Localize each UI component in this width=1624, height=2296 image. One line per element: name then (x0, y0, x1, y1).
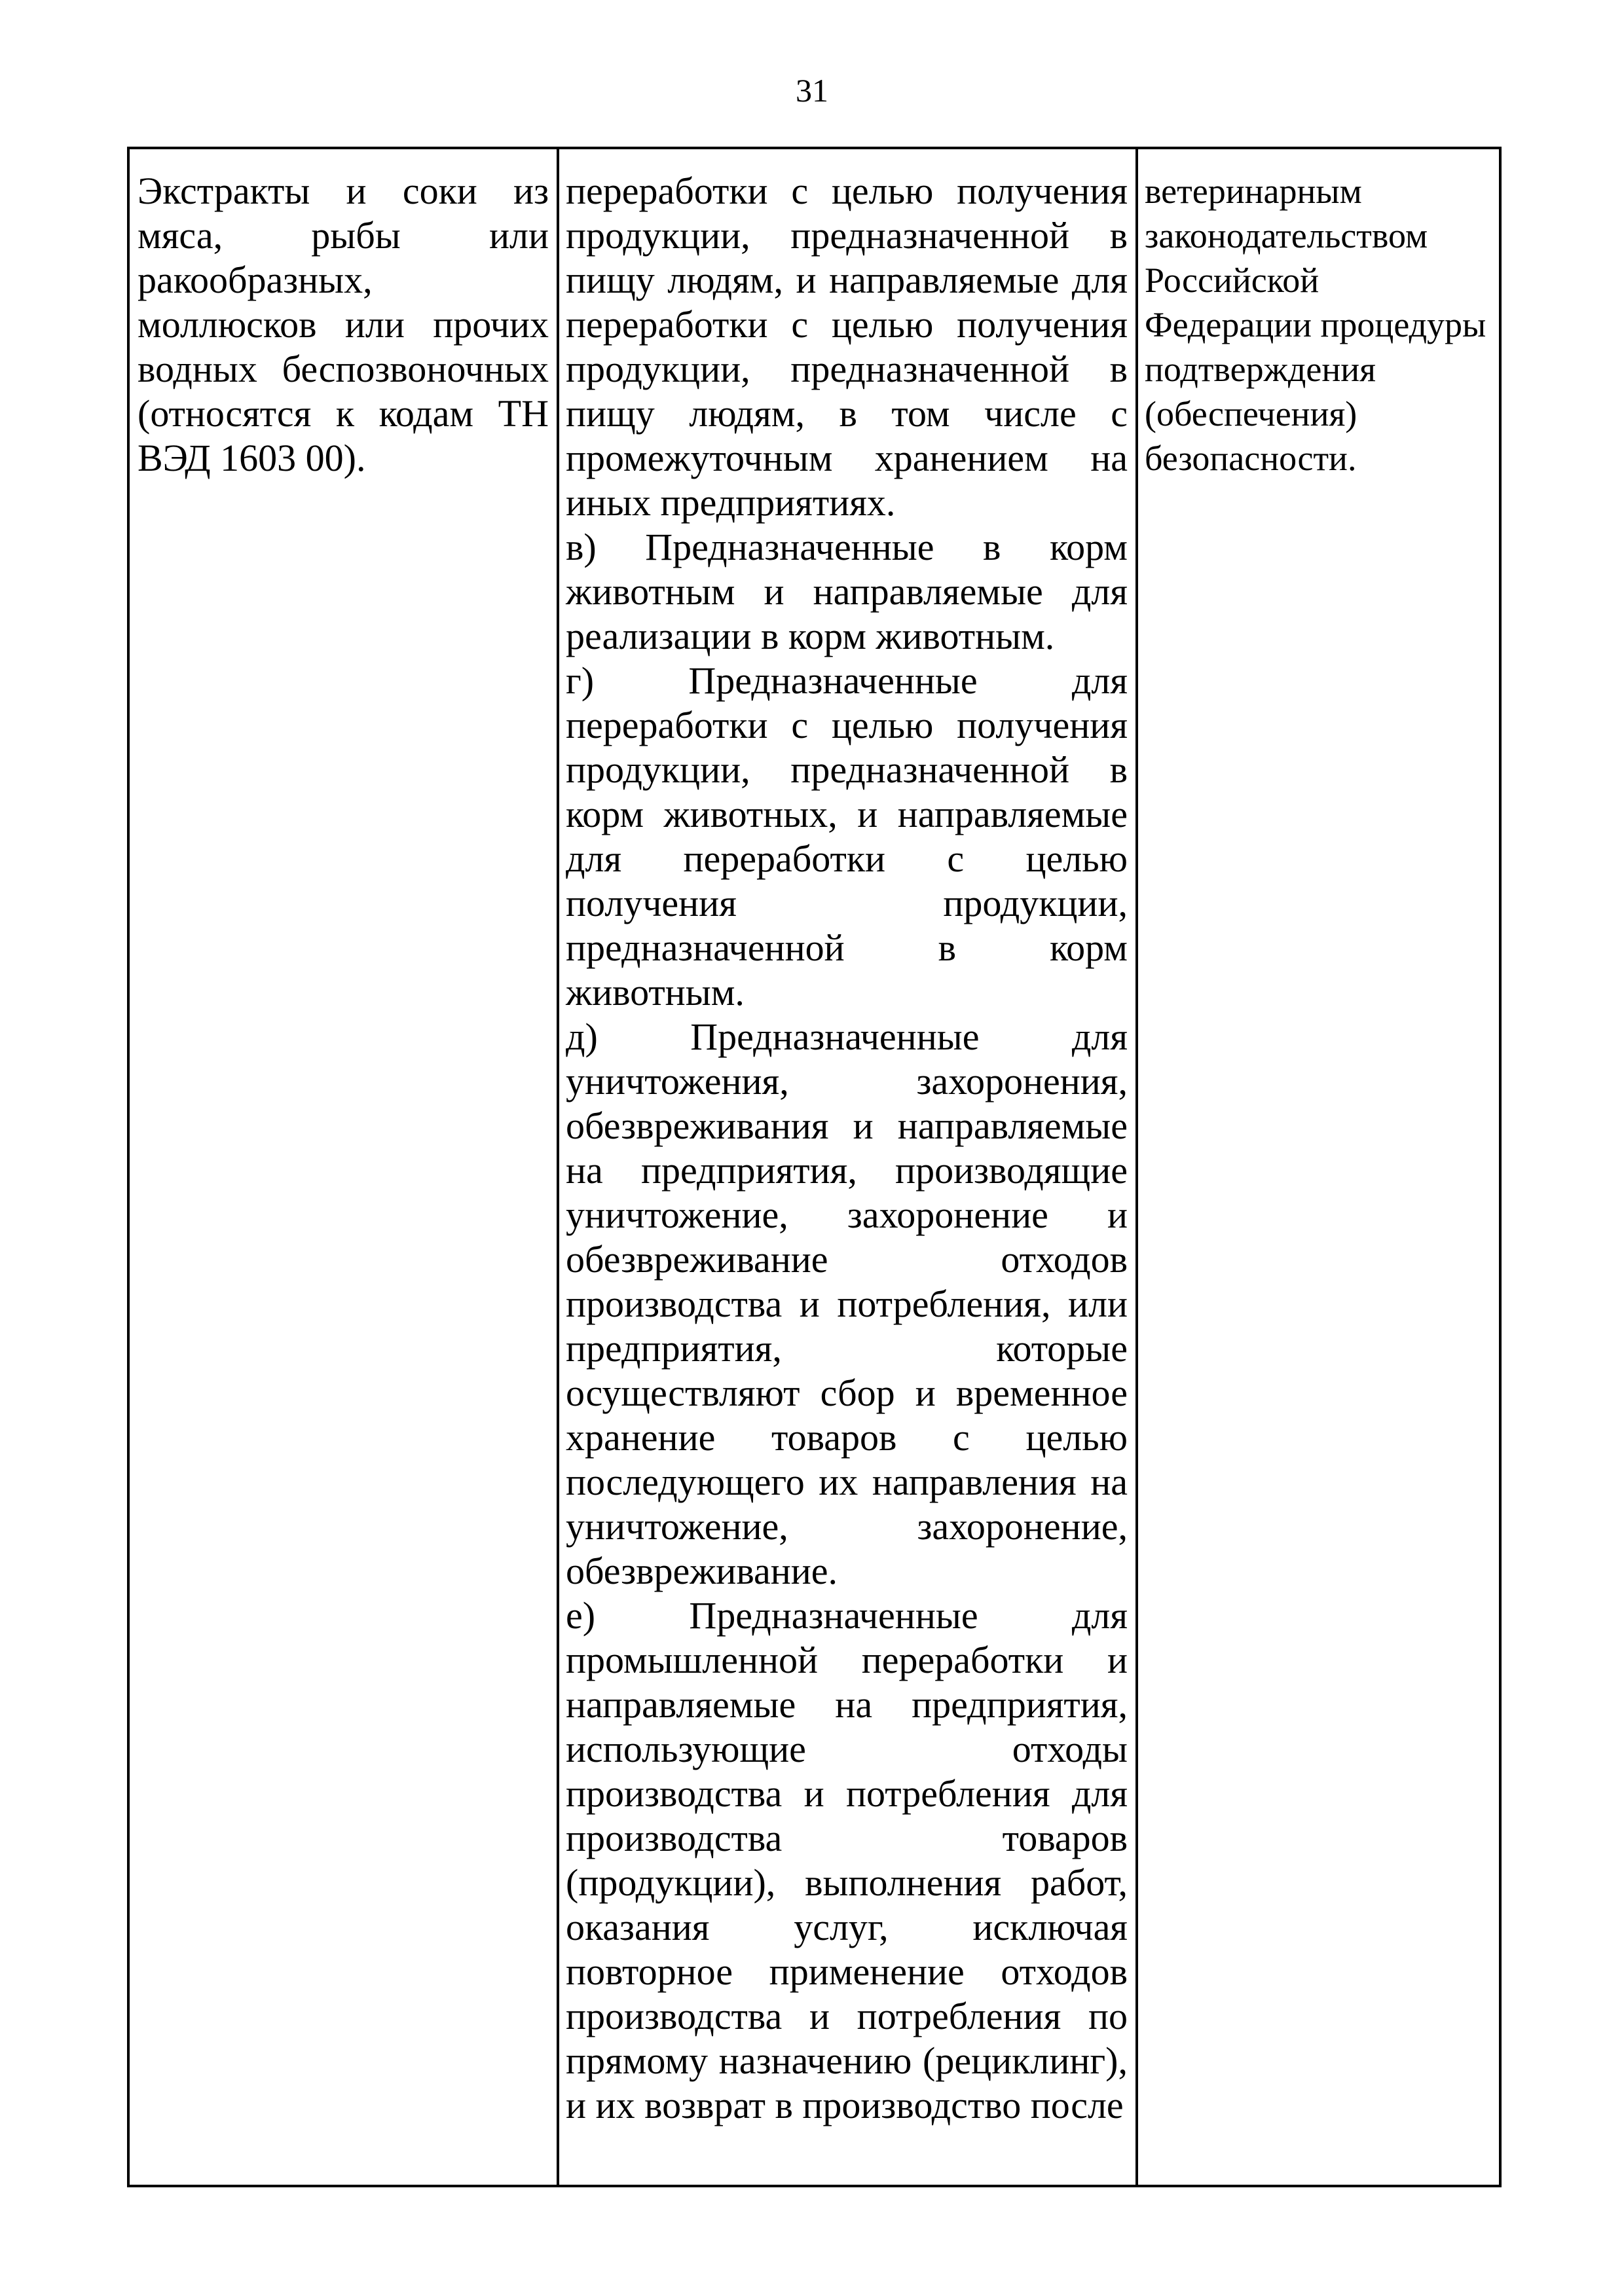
purpose-paragraph-d: д) Предназначенные для уничтожения, захоронения, обезвреживания и направляемые на предприятия, производящие уничтожение, захоронение и обезвреживание отходов производства и потребления, или предприятия, которые осуществляют сбор и временное хранение товаров с целью последующего их направления на уничтожение, захоронение, обезвреживание. (566, 1015, 1128, 1592)
procedure-text: ветеринарным законодательством Российской Федерации процедуры подтверждения (обеспечения) безопасности. (1145, 172, 1486, 478)
purpose-paragraph: переработки с целью получения продукции, предназначенной в пищу людям, и направляемые для переработки с целью получения продукции, предназначенной в пищу людям, в том числе с промежуточным хранением на иных предприятиях. (566, 170, 1128, 524)
product-description: Экстракты и соки из мяса, рыбы или ракообразных, моллюсков или прочих водных беспозвоночных (относятся к кодам ТН ВЭД 1603 00). (138, 170, 549, 479)
table-cell-purpose (559, 149, 1138, 2185)
purpose-paragraph-v: в) Предназначенные в корм животным и направляемые для реализации в корм животным. (566, 526, 1128, 657)
page-number: 31 (796, 72, 828, 109)
purpose-text (566, 169, 1128, 2128)
purpose-paragraph-g: г) Предназначенные для переработки с целью получения продукции, предназначенной в корм животных, и направляемые для переработки с целью получения продукции, предназначенной в корм животным. (566, 659, 1128, 1013)
table-cell-procedure (1138, 149, 1499, 2185)
document-table (127, 147, 1502, 2187)
purpose-paragraph-e: е) Предназначенные для промышленной переработки и направляемые на предприятия, использующие отходы производства и потребления для производства товаров (продукции), выполнения работ, оказания услуг, исключая повторное применение отходов производства и потребления по прямому назначению (рециклинг), и их возврат в производство после (566, 1594, 1128, 2126)
table-cell-product (130, 149, 559, 2185)
